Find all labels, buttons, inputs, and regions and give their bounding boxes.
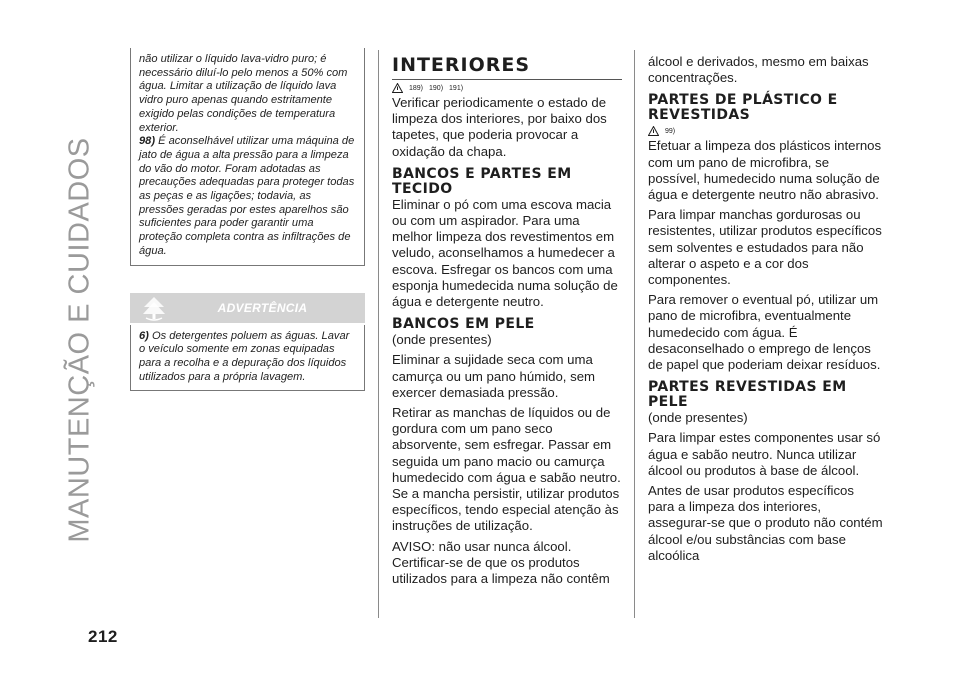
- subsection-note: (onde presentes): [648, 410, 748, 426]
- subsection-title: BANCOS E PARTES EM TECIDO: [392, 165, 572, 197]
- note-continued: não utilizar o líquido lava-vidro puro; é necessário diluí-lo pelo menos a 50% com água. Limitar a utilização de líquido lava vidro puro apenas quando estritamente exigido pelas condições de temperatura exterior.: [139, 53, 348, 134]
- column-divider: [634, 50, 635, 618]
- warning-title: ADVERTÊNCIA: [217, 300, 308, 315]
- paragraph: Eliminar a sujidade seca com uma camurça ou um pano húmido, sem exercer demasiada pressão.: [392, 352, 596, 400]
- subsection-note: (onde presentes): [392, 332, 492, 348]
- caution-notes-box: [130, 48, 365, 266]
- reference-number: 189): [409, 84, 424, 92]
- paragraph: Antes de usar produtos específicos para a limpeza dos interiores, assegurar-se que o produto não contém álcool e/ou substâncias com base alcoólica: [648, 483, 883, 563]
- section-title: INTERIORES: [392, 54, 531, 76]
- warning-triangle-icon: [648, 126, 659, 136]
- warning-triangle-icon: [392, 83, 403, 93]
- paragraph: Para remover o eventual pó, utilizar um pano de microfibra, eventualmente humedecido com água. É desaconselhado o emprego de lenços de papel que poderiam deixar resíduos.: [648, 292, 881, 373]
- intro-paragraph: Verificar periodicamente o estado de limpeza dos interiores, por baixo dos tapetes, que poderia provocar a oxidação da chapa.: [392, 95, 607, 159]
- left-column: [130, 48, 365, 391]
- title-rule: [392, 79, 622, 80]
- warning-header: [130, 293, 365, 323]
- reference-number: 99): [665, 127, 676, 135]
- paragraph: Para limpar manchas gordurosas ou resistentes, utilizar produtos específicos sem solventes e estudados para não alterar o aspeto e a cor dos componentes.: [648, 207, 882, 288]
- subsection-title: PARTES REVESTIDAS EM PELE: [648, 379, 847, 411]
- right-column: [648, 48, 883, 568]
- paragraph: Para limpar estes componentes usar só água e sabão neutro. Nunca utilizar álcool ou produtos à base de álcool.: [648, 430, 881, 478]
- warning-text: Os detergentes poluem as águas. Lavar o veículo somente em zonas equipadas para a recolha e a depuração dos líquidos utilizados para a própria lavagem.: [139, 329, 350, 383]
- paragraph: Efetuar a limpeza dos plásticos internos com um pano de microfibra, se possível, humedecido numa solução de água e detergente neutro não abrasivo.: [648, 138, 882, 203]
- column-divider: [378, 50, 379, 618]
- subsection-title: PARTES DE PLÁSTICO E REVESTIDAS: [648, 92, 838, 124]
- reference-number: 191): [449, 84, 464, 92]
- paragraph: Eliminar o pó com uma escova macia ou com um aspirador. Para uma melhor limpeza dos revestimentos em veludo, aconselhamos a humedecer a escova. Esfregar os bancos com uma esponja humedecida numa solução de água e detergente neutro.: [392, 196, 618, 310]
- note-number: 98): [139, 135, 156, 148]
- warning-box: [130, 325, 365, 392]
- subsection-title: BANCOS EM PELE: [392, 316, 535, 333]
- paragraph: AVISO: não usar nunca álcool. Certificar-se de que os produtos utilizados para a limpeza não contêm: [392, 538, 610, 587]
- paragraph: Retirar as manchas de líquidos ou de gordura com um pano seco absorvente, sem esfregar. Passar em seguida um pano macio ou camurça humedecido com água e sabão neutro. Se a mancha persistir, utilizar produtos específicos, tendo especial atenção às instruções de utilização.: [392, 405, 621, 534]
- chapter-side-title: MANUTENÇÃO E CUIDADOS: [63, 137, 96, 543]
- page-number: 212: [88, 627, 118, 646]
- note-references: [648, 126, 883, 136]
- reference-number: 190): [429, 84, 444, 92]
- note-references: [392, 83, 622, 93]
- note-text: É aconselhável utilizar uma máquina de jato de água a alta pressão para a limpeza do vão do motor. Foram adotadas as precauções adequadas para proteger todas as peças e as ligações; todavia, as pressões geradas por estes aparelhos são suficientes para poder garantir uma proteção completa contra as infiltrações de água.: [139, 135, 355, 257]
- warning-number: 6): [139, 329, 149, 342]
- middle-column: [392, 48, 622, 591]
- paragraph-continued: álcool e derivados, mesmo em baixas concentrações.: [648, 54, 869, 86]
